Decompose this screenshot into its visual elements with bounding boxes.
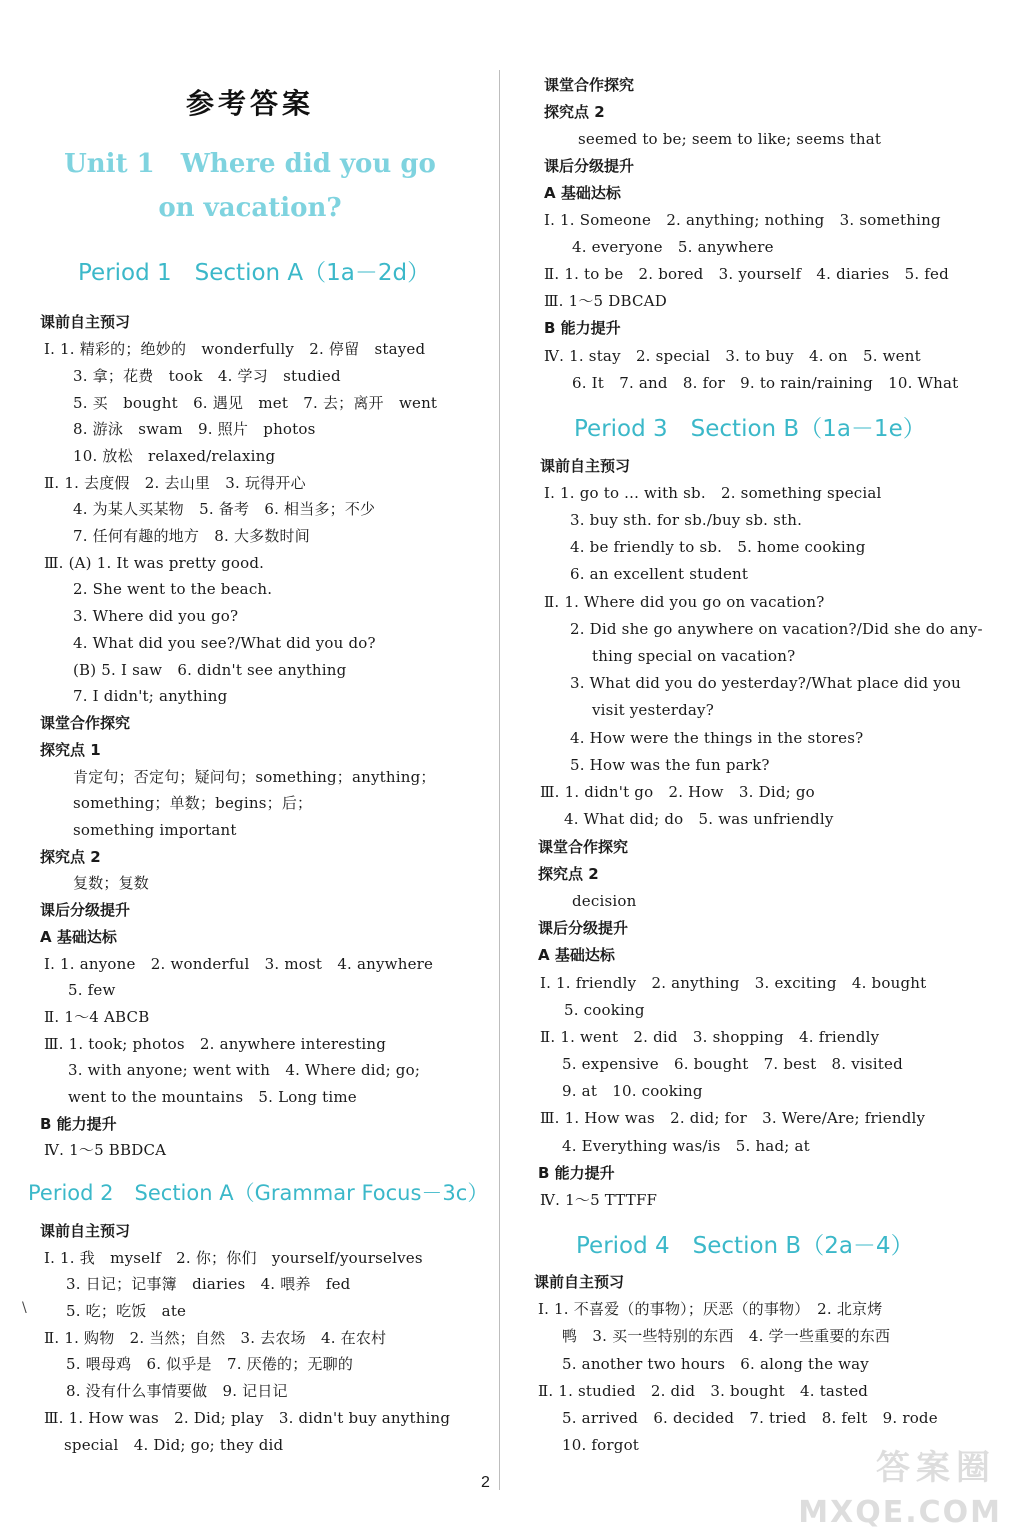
answer-line: Ⅳ. 1～5 TTTFF (540, 1191, 658, 1209)
section-heading: 课前自主预习 (40, 313, 131, 331)
answer-line: 4. Everything was/is 5. had; at (562, 1137, 810, 1155)
answer-line: 5. another two hours 6. along the way (562, 1355, 869, 1373)
period-4-heading: Period 4 Section B（2a－4） (576, 1233, 914, 1259)
page-number: 2 (481, 1474, 490, 1491)
answer-line: 8. 游泳 swam 9. 照片 photos (73, 420, 316, 438)
answer-line: Ⅱ. 1～4 ABCB (44, 1008, 150, 1026)
answer-line: 2. Did she go anywhere on vacation?/Did she do any- (570, 620, 983, 638)
answer-line: 3. with anyone; went with 4. Where did; go; (68, 1061, 421, 1079)
stray-mark: \ (22, 1300, 27, 1316)
answer-line: Ⅲ. 1. How was 2. did; for 3. Were/Are; friendly (540, 1109, 926, 1127)
section-heading: 课前自主预习 (40, 1222, 131, 1240)
answer-line: Ⅲ. 1. took; photos 2. anywhere interesting (44, 1035, 387, 1053)
answer-line: 4. 为某人买某物 5. 备考 6. 相当多；不少 (73, 500, 376, 518)
subsection-heading: 探究点 2 (544, 103, 605, 121)
answer-line: 3. Where did you go? (73, 607, 239, 625)
section-heading: 课前自主预习 (534, 1273, 625, 1291)
answer-line: (B) 5. I saw 6. didn't see anything (73, 661, 347, 679)
answer-line: Ⅲ. (A) 1. It was pretty good. (44, 554, 265, 572)
answer-line: 3. What did you do yesterday?/What place did you (570, 674, 961, 692)
answer-line: special 4. Did; go; they did (64, 1436, 284, 1454)
answer-line: 4. How were the things in the stores? (570, 729, 864, 747)
answer-line: went to the mountains 5. Long time (68, 1088, 357, 1106)
answer-line: 3. buy sth. for sb./buy sb. sth. (570, 511, 803, 529)
subsection-heading: 探究点 2 (538, 865, 599, 883)
answer-line: Ⅱ. 1. Where did you go on vacation? (544, 593, 825, 611)
section-heading: 课堂合作探究 (40, 714, 131, 732)
section-heading: 课前自主预习 (540, 457, 631, 475)
answer-line: Ⅰ. 1. 精彩的；绝妙的 wonderfully 2. 停留 stayed (44, 340, 426, 358)
answer-line: Ⅲ. 1. How was 2. Did; play 3. didn't buy anything (44, 1409, 451, 1427)
section-heading: 课堂合作探究 (544, 76, 635, 94)
answer-line: 5. How was the fun park? (570, 756, 770, 774)
answer-line: Ⅳ. 1～5 BBDCA (44, 1141, 167, 1159)
answer-line: thing special on vacation? (592, 647, 796, 665)
answer-line: Ⅳ. 1. stay 2. special 3. to buy 4. on 5. went (544, 347, 921, 365)
subsection-heading: 探究点 2 (40, 848, 101, 866)
answer-line: 7. 任何有趣的地方 8. 大多数时间 (73, 527, 310, 545)
level-heading: B 能力提升 (538, 1164, 615, 1182)
answer-line: 4. be friendly to sb. 5. home cooking (570, 538, 866, 556)
period-1-heading: Period 1 Section A（1a－2d） (78, 260, 431, 286)
answer-line: Ⅰ. 1. 不喜爱（的事物）；厌恶（的事物） 2. 北京烤 (538, 1300, 883, 1318)
answer-line: 6. an excellent student (570, 565, 749, 583)
answer-line: decision (572, 892, 637, 910)
answer-line: visit yesterday? (592, 701, 714, 719)
column-divider (499, 70, 500, 1490)
answer-line: Ⅰ. 1. friendly 2. anything 3. exciting 4. bought (540, 974, 927, 992)
answer-line: 5. few (68, 981, 116, 999)
subsection-heading: 探究点 1 (40, 741, 101, 759)
answer-line: 6. It 7. and 8. for 9. to rain/raining 10. What (572, 374, 959, 392)
level-heading: A 基础达标 (40, 928, 117, 946)
answer-line: Ⅲ. 1～5 DBCAD (544, 292, 667, 310)
answer-line: 5. arrived 6. decided 7. tried 8. felt 9. rode (562, 1409, 938, 1427)
section-heading: 课后分级提升 (40, 901, 131, 919)
answer-line: 9. at 10. cooking (562, 1082, 703, 1100)
section-heading: 课后分级提升 (538, 919, 629, 937)
period-3-heading: Period 3 Section B（1a－1e） (574, 416, 926, 442)
answer-line: Ⅰ. 1. 我 myself 2. 你；你们 yourself/yourselves (44, 1249, 423, 1267)
unit-title-line-1: Unit 1 Where did you go (64, 149, 436, 179)
page-title: 参考答案 (185, 87, 314, 120)
section-heading: 课堂合作探究 (538, 838, 629, 856)
watermark-logo (798, 1440, 1002, 1530)
answer-line: seemed to be; seem to like; seems that (578, 130, 882, 148)
answer-line: Ⅱ. 1. to be 2. bored 3. yourself 4. diaries 5. fed (544, 265, 949, 283)
level-heading: B 能力提升 (544, 319, 621, 337)
section-heading: 课后分级提升 (544, 157, 635, 175)
answer-line: 4. What did; do 5. was unfriendly (564, 810, 834, 828)
answer-line: 2. She went to the beach. (73, 580, 273, 598)
answer-line: 8. 没有什么事情要做 9. 记日记 (66, 1382, 288, 1400)
watermark-text-bottom: MXQE.COM (798, 1495, 1002, 1530)
answer-line: 3. 日记；记事簿 diaries 4. 喂养 fed (66, 1275, 351, 1293)
answer-line: 4. What did you see?/What did you do? (73, 634, 376, 652)
level-heading: A 基础达标 (538, 946, 615, 964)
answer-line: 5. 吃；吃饭 ate (66, 1302, 187, 1320)
answer-line: Ⅰ. 1. go to ... with sb. 2. something special (544, 484, 882, 502)
answer-line: 鸭 3. 买一些特别的东西 4. 学一些重要的东西 (562, 1327, 891, 1345)
answer-line: something；单数；begins；后； (73, 794, 313, 812)
level-heading: A 基础达标 (544, 184, 621, 202)
answer-line: Ⅱ. 1. went 2. did 3. shopping 4. friendly (540, 1028, 880, 1046)
watermark-text-top: 答案圈 (876, 1448, 996, 1488)
answer-line: something important (73, 821, 237, 839)
unit-title-line-2: on vacation? (158, 193, 342, 223)
answer-line: 4. everyone 5. anywhere (572, 238, 774, 256)
answer-line: Ⅲ. 1. didn't go 2. How 3. Did; go (540, 783, 815, 801)
answer-line: 10. forgot (562, 1436, 640, 1454)
answer-line: 5. 买 bought 6. 遇见 met 7. 去；离开 went (73, 394, 438, 412)
answer-line: Ⅱ. 1. studied 2. did 3. bought 4. tasted (538, 1382, 869, 1400)
answer-line: 5. expensive 6. bought 7. best 8. visited (562, 1055, 903, 1073)
level-heading: B 能力提升 (40, 1115, 117, 1133)
answer-line: 肯定句；否定句；疑问句；something；anything； (73, 768, 436, 786)
answer-line: Ⅰ. 1. Someone 2. anything; nothing 3. something (544, 211, 941, 229)
answer-line: 10. 放松 relaxed/relaxing (73, 447, 276, 465)
answer-line: 3. 拿；花费 took 4. 学习 studied (73, 367, 341, 385)
answer-line: Ⅱ. 1. 去度假 2. 去山里 3. 玩得开心 (44, 474, 306, 492)
answer-line: 5. 喂母鸡 6. 似乎是 7. 厌倦的；无聊的 (66, 1355, 354, 1373)
period-2-heading: Period 2 Section A（Grammar Focus－3c） (28, 1181, 489, 1205)
answer-line: 5. cooking (564, 1001, 645, 1019)
answer-line: Ⅱ. 1. 购物 2. 当然；自然 3. 去农场 4. 在农村 (44, 1329, 387, 1347)
answer-line: 7. I didn't; anything (73, 687, 228, 705)
answer-line: Ⅰ. 1. anyone 2. wonderful 3. most 4. anywhere (44, 955, 434, 973)
answer-line: 复数；复数 (73, 874, 150, 892)
